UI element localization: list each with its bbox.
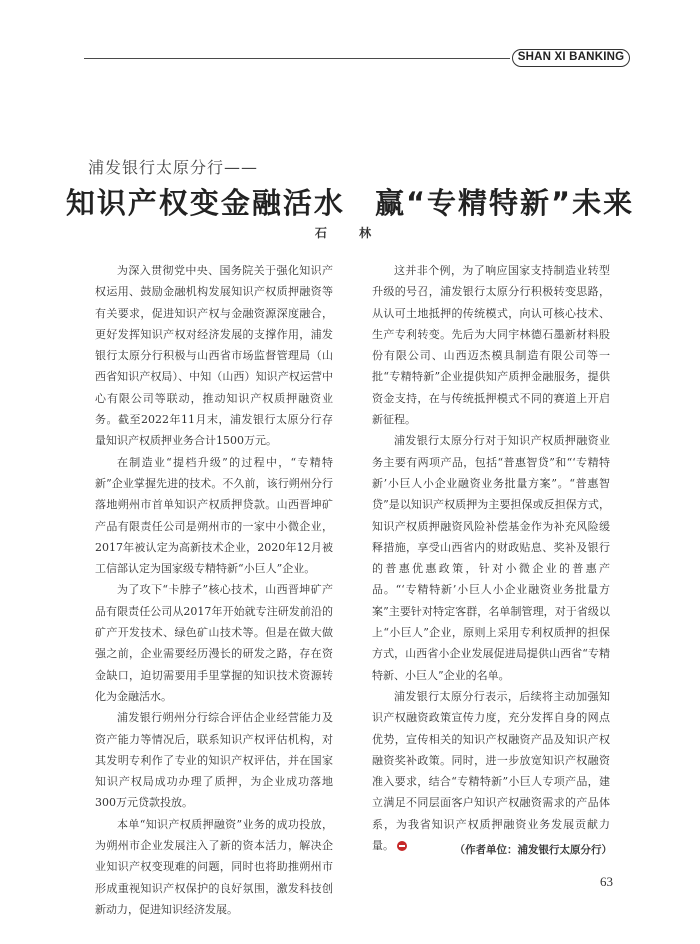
author-affiliation: （作者单位：浦发银行太原分行） (454, 844, 612, 856)
paragraph-8-text: 浦发银行太原分行表示，后续将主动加强知识产权融资政策宣传力度，充分发挥自身的网点优势，宣传相关的知识产权融资产品及知识产权融资奖补政策。同时，进一步放宽知识产权融资准入要求，结合“专精特新”小巨人专项产品，建立满足不同层面客户知识产权融资需求的产品体系，为我省知识产权质押融资业务发展贡献力量。 (372, 689, 610, 853)
paragraph-6: 这并非个例，为了响应国家支持制造业转型升级的号召，浦发银行太原分行积极转变思路，从认可土地抵押的传统模式，向认可核心技术、生产专利转变。先后为大同宇林德石墨新材料股份有限公司、山西迈杰模具制造有限公司等一批“专精特新”企业提供知产质押金融服务，提供资金支持，在与传统抵押模式不同的赛道上开启新征程。 (372, 264, 610, 427)
paragraph-7: 浦发银行太原分行对于知识产权质押融资业务主要有两项产品，包括“普惠智贷”和“‘专精特新’小巨人小企业融资业务批量方案”。“普惠智贷”是以知识产权质押为主要担保或反担保方式，知识产权质押融资风险补偿基金作为补充风险缓释措施，享受山西省内的财政贴息、奖补及银行的普惠优惠政策，针对小微企业的普惠产品。“‘专精特新’小巨人小企业融资业务批量方案”主要针对特定客群，名单制管理，对于省级以上“小巨人”企业，原则上采用专利权质押的担保方式，山西省小企业发展促进局提供山西省“专精特新、小巨人”企业的名单。 (372, 434, 610, 682)
column-left (95, 260, 333, 920)
section-badge: SHAN XI BANKING (512, 49, 630, 67)
paragraph-2: 在制造业“提档升级”的过程中，“专精特新”企业掌握先进的技术。不久前，该行朔州分行落地朔州市首单知识产权质押贷款。山西晋坤矿产品有限责任公司是朔州市的一家中小微企业，2017年被认定为高新技术企业，2020年12月被工信部认定为国家级专精特新“小巨人”企业。 (95, 455, 333, 576)
article-author: 石 林 (314, 226, 386, 240)
paragraph-8 (372, 686, 610, 856)
column-right (372, 260, 610, 856)
article-end-icon (397, 841, 407, 851)
paragraph-3: 为了攻下“卡脖子”核心技术，山西晋坤矿产品有限责任公司从2017年开始就专注研发前沿的矿产开发技术、绿色矿山技术等。但是在做大做强之前，企业需要经历漫长的研发之路，存在资金缺口，迫切需要用手里掌握的知识技术资源转化为金融活水。 (95, 583, 333, 703)
paragraph-1: 为深入贯彻党中央、国务院关于强化知识产权运用、鼓励金融机构发展知识产权质押融资等有关要求，促进知识产权与金融资源深度融合，更好发挥知识产权对经济发展的支撑作用，浦发银行太原分行积极与山西省市场监督管理局（山西省知识产权局）、中知（山西）知识产权运营中心有限公司等联动，推动知识产权质押融资业务。截至2022年11月末，浦发银行太原分行存量知识产权质押业务合计1500万元。 (95, 264, 333, 448)
header-rule (84, 58, 510, 59)
paragraph-5: 本单“知识产权质押融资”业务的成功投放，为朔州市企业发展注入了新的资本活力，解决企业知识产权变现难的问题，同时也将助推朔州市形成重视知识产权保护的良好氛围，激发科技创新动力，促进知识经济发展。 (95, 817, 333, 916)
article-kicker: 浦发银行太原分行—— (88, 158, 259, 177)
article-title: 知识产权变金融活水 赢“专精特新”未来 (65, 186, 635, 220)
paragraph-4: 浦发银行朔州分行综合评估企业经营能力及资产能力等情况后，联系知识产权评估机构，对其发明专利作了专业的知识产权评估，并在国家知识产权局成功办理了质押，为企业成功落地300万元贷款投放。 (95, 711, 333, 810)
page-number: 63 (600, 874, 613, 889)
